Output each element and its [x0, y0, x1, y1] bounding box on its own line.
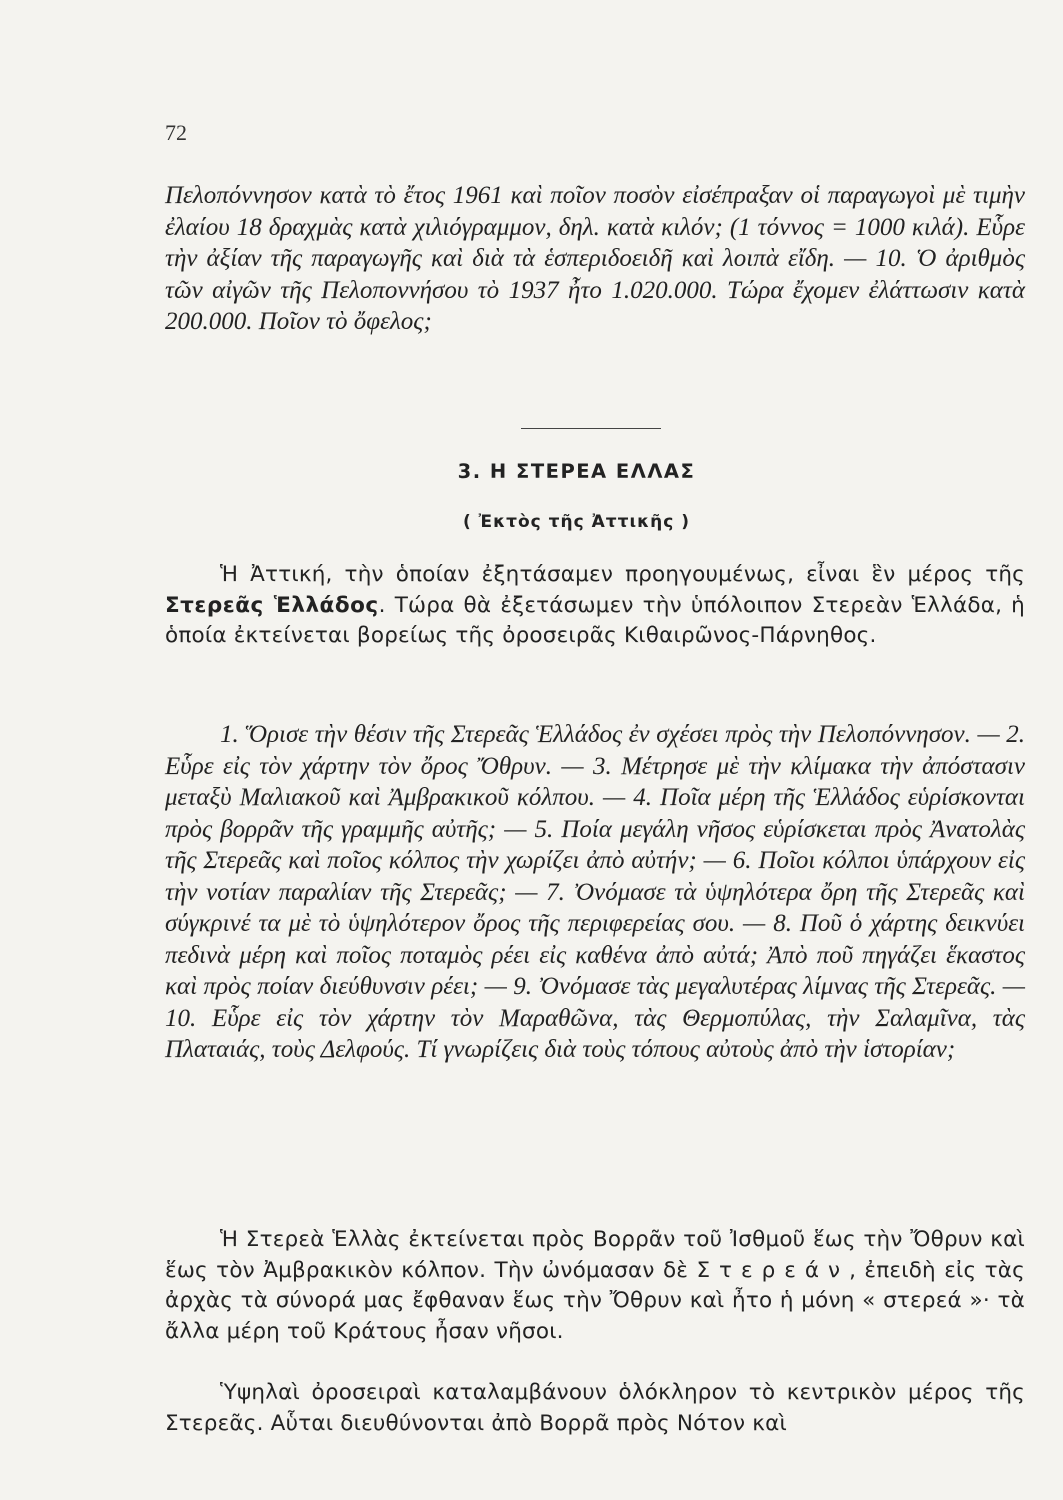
questions-list: 1. Ὅρισε τὴν θέσιν τῆς Στερεᾶς Ἑλλάδος ἐν σχέσει πρὸς τὴν Πελοπόννησον. — 2. Εὗρε εἰς τὸν χάρτην τὸν ὄρος Ὄθρυν. — 3. Μέτρησε μὲ τὴν κλίμακα τὴν ἀπόστασιν μεταξὺ Μαλιακοῦ καὶ Ἀμβρακικοῦ κόλπου. — 4. Ποῖα μέρη τῆς Ἑλλάδος εὑρίσκονται πρὸς βορρᾶν τῆς γραμμῆς αὐτῆς; — 5. Ποία μεγάλη νῆσος εὑρίσκεται πρὸς Ἀνατολὰς τῆς Στερεᾶς καὶ ποῖος κόλπος τὴν χωρίζει ἀπὸ αὐτήν; — 6. Ποῖοι κόλποι ὑπάρχουν εἰς τὴν νοτίαν παραλίαν τῆς Στερεᾶς; — 7. Ὀνόμασε τὰ ὑψηλότερα ὄρη τῆς Στερεᾶς καὶ σύγκρινέ τα μὲ τὸ ὑψηλότερον ὄρος τῆς περιφερείας σου. — 8. Ποῦ ὁ χάρτης δεικνύει πεδινὰ μέρη καὶ ποῖος ποταμὸς ρέει εἰς καθένα ἀπὸ αὐτά; Ἀπὸ ποῦ πηγάζει ἕκαστος καὶ πρὸς ποίαν διεύθυνσιν ρέει; — 9. Ὀνόμασε τὰς μεγαλυτέρας λίμνας τῆς Στερεᾶς. — 10. Εὗρε εἰς τὸν χάρτην τὸν Μαραθῶνα, τὰς Θερμοπύλας, τὴν Σαλαμῖνα, τὰς Πλαταιάς, τοὺς Δελφούς. Τί γνωρίζεις διὰ τοὺς τόπους αὐτοὺς ἀπὸ τὴν ἱστορίαν; — [165, 721, 1025, 1063]
section-subtitle: ( Ἐκτὸς τῆς Ἀττικῆς ) — [462, 512, 691, 532]
intro-exercises: Πελοπόννησον κατὰ τὸ ἔτος 1961 καὶ ποῖον ποσὸν εἰσέπραξαν οἱ παραγωγοὶ μὲ τιμὴν ἐλαίου 18 δραχμὰς κατὰ χιλιόγραμμον, δηλ. κατὰ κιλόν; (1 τόννος = 1000 κιλά). Εὗρε τὴν ἀξίαν τῆς παραγωγῆς καὶ διὰ τὰ ἑσπεριδοειδῆ καὶ λοιπὰ εἴδη. — 10. Ὁ ἀριθμὸς τῶν αἰγῶν τῆς Πελοποννήσου τὸ 1937 ἦτο 1.020.000. Τώρα ἔχομεν ἐλάττωσιν κατὰ 200.000. Ποῖον τὸ ὄφελος; — [165, 182, 1025, 335]
page-number: 72 — [165, 120, 187, 145]
paragraph-extent — [165, 1225, 1025, 1347]
section-title: 3. Η ΣΤΕΡΕΑ ΕΛΛΑΣ — [457, 460, 696, 483]
paragraph-intro-end: . Τώρα θὰ ἐξετάσωμεν τὴν ὑπόλοιπον Στερεὰν Ἑλλάδα, ἡ ὁποία ἐκτείνεται βορείως τῆς ὀροσειρᾶς Κιθαιρῶνος-Πάρνηθος. — [165, 592, 1025, 648]
spaced-word-sterean: Στερεάν — [696, 1257, 850, 1283]
paragraph-extent-start: Ἡ Στερεὰ Ἑλλὰς ἐκτείνεται πρὸς Βορρᾶν τοῦ Ἰσθμοῦ ἕως τὴν Ὄθρυν καὶ ἕως τὸν Ἀμβρακικὸν κόλπον. Τὴν ὠνόμασαν δὲ — [165, 1227, 1025, 1283]
paragraph-intro — [165, 560, 1025, 652]
emphasis-sterea-ellados: Στερεᾶς Ἑλλάδος — [165, 592, 379, 618]
paragraph-intro-start: Ἡ Ἀττική, τὴν ὁποίαν ἐξητάσαμεν προηγουμένως, εἶναι ἓν μέρος τῆς — [220, 562, 1025, 587]
paragraph-mountains: Ὑψηλαὶ ὀροσειραὶ καταλαμβάνουν ὁλόκληρον τὸ κεντρικὸν μέρος τῆς Στερεᾶς. Αὗται διευθύνονται ἀπὸ Βορρᾶ πρὸς Νότον καὶ — [165, 1380, 1025, 1436]
section-divider — [521, 428, 661, 429]
paragraph-extent-end: , ἐπειδὴ εἰς τὰς ἀρχὰς τὰ σύνορά μας ἔφθαναν ἕως τὴν Ὄθρυν καὶ ἦτο ἡ μόνη « στερεά »· τὰ ἄλλα μέρη τοῦ Κράτους ἦσαν νῆσοι. — [165, 1257, 1025, 1344]
